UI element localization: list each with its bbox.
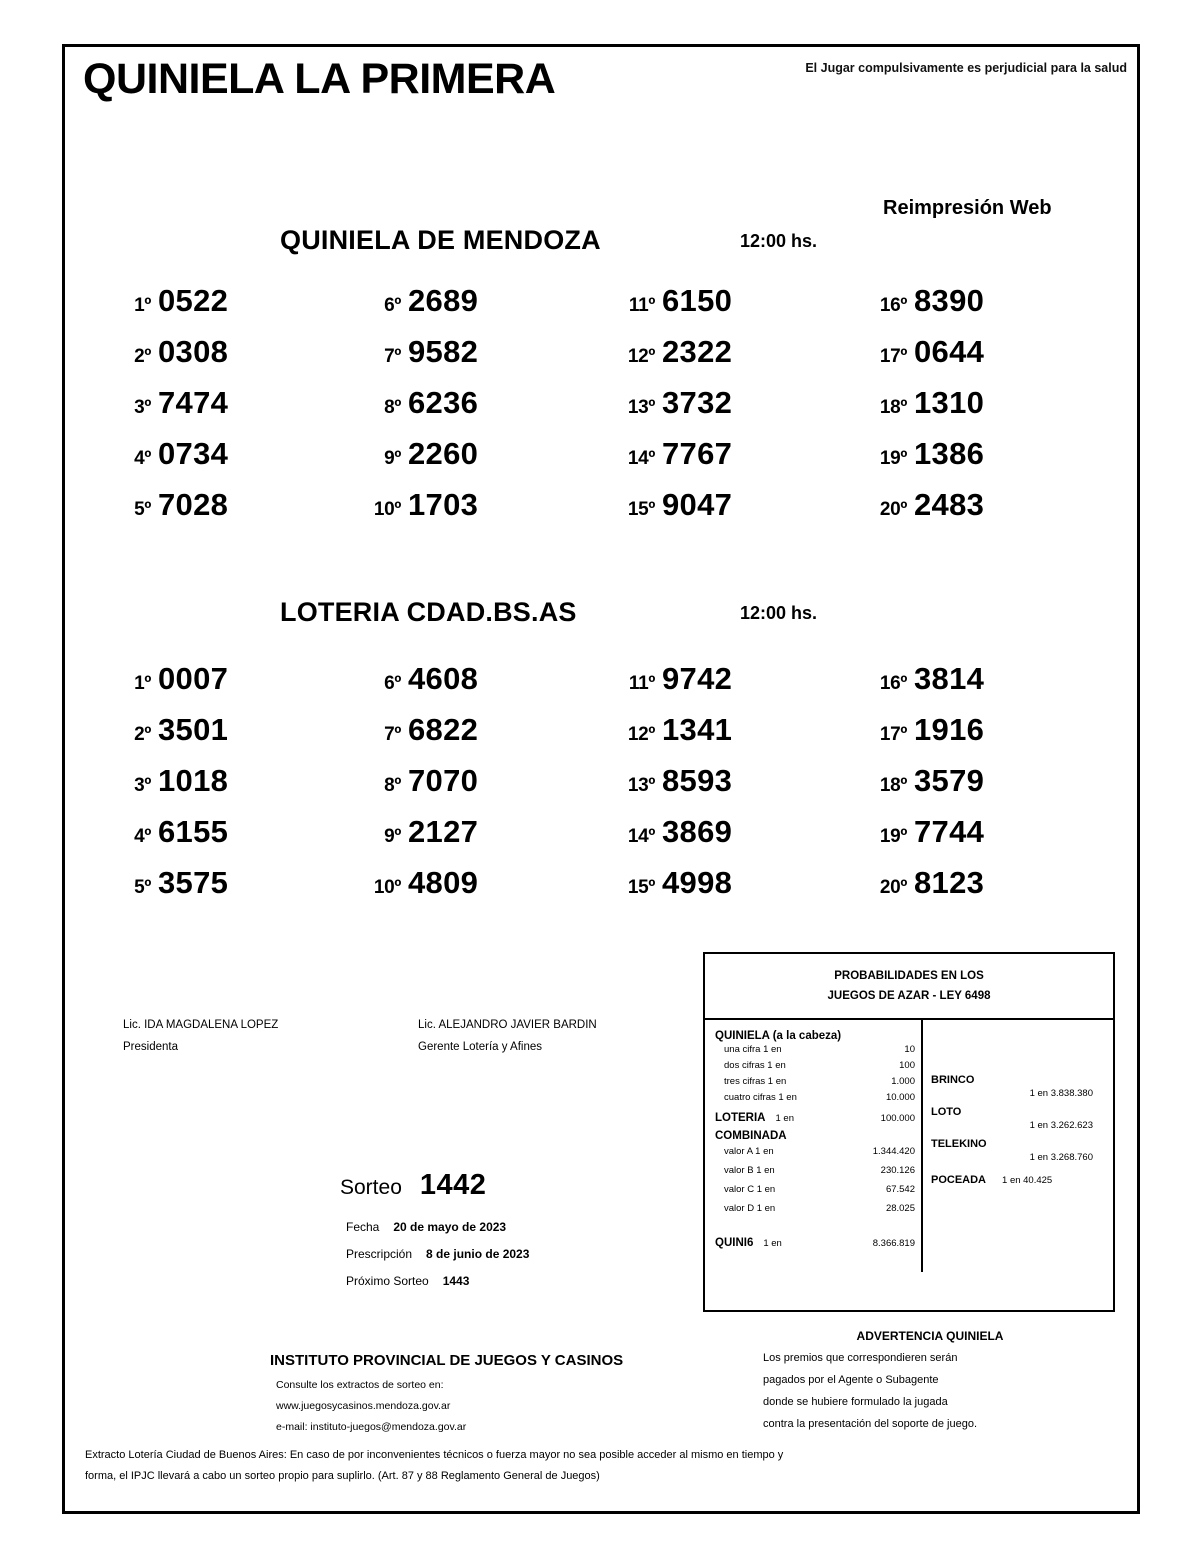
result-row [865,385,984,436]
quini6-label: QUINI6 [715,1237,754,1249]
result-position: 6º [384,673,401,694]
result-number: 7070 [408,763,479,798]
result-position: 9º [384,448,401,469]
result-number: 4809 [408,865,479,900]
probability-row [715,1042,915,1058]
result-number: 3501 [158,712,229,747]
result-number: 2689 [408,283,479,318]
signature-president [123,1014,278,1058]
result-row [865,334,984,385]
result-number: 1310 [914,385,985,420]
probabilities-title-line1: PROBABILIDADES EN LOS [834,970,984,982]
result-row [117,814,228,865]
probability-label: dos cifras 1 en [724,1060,786,1071]
result-position: 18º [879,775,907,796]
probability-label: valor A 1 en [724,1146,774,1157]
draw-section-ciudad [65,577,1137,917]
result-number: 6150 [662,283,733,318]
result-number: 0734 [158,436,229,471]
quini6-mid: 1 en [763,1238,782,1249]
result-number: 6236 [408,385,479,420]
result-number: 1018 [158,763,229,798]
result-number: 8123 [914,865,985,900]
result-row [613,865,732,916]
probability-row [715,1090,915,1106]
result-number: 2322 [662,334,733,369]
probability-label: tres cifras 1 en [724,1076,787,1087]
result-position: 15º [627,499,655,520]
advertencia-line: contra la presentación del soporte de juego. [763,1418,978,1430]
result-position: 18º [879,397,907,418]
result-position: 4º [134,448,151,469]
probability-row [715,1199,915,1218]
probability-label: valor C 1 en [724,1184,776,1195]
result-number: 9047 [662,487,733,522]
probability-value: 10 [904,1044,915,1055]
sorteo-prescripcion-line [346,1241,529,1268]
poceada-label: POCEADA [931,1174,987,1186]
result-position: 2º [134,346,151,367]
draw-header-ciudad [65,577,1137,639]
result-position: 5º [134,877,151,898]
draw-section-mendoza [65,197,1137,537]
document-frame [62,44,1140,1514]
proximo-value: 1443 [442,1274,470,1288]
advertencia-line: Los premios que correspondieren serán [763,1352,958,1364]
brinco-label: BRINCO [931,1074,975,1086]
result-row [117,661,228,712]
probability-value: 1.000 [891,1076,915,1087]
probability-value: 67.542 [885,1184,915,1195]
probability-row [715,1142,915,1161]
signature-name: Lic. ALEJANDRO JAVIER BARDIN [418,1019,597,1031]
reprint-label: Reimpresión Web [883,197,1052,219]
result-number: 1916 [914,712,985,747]
result-number: 3814 [914,661,985,696]
result-row [865,436,984,487]
result-row [613,436,732,487]
result-row [613,283,732,334]
result-row [361,865,478,916]
telekino-label: TELEKINO [931,1138,987,1150]
result-number: 1703 [408,487,479,522]
results-column [865,661,984,916]
result-position: 19º [879,448,907,469]
result-number: 3579 [914,763,985,798]
result-row [361,763,478,814]
probability-value: 10.000 [885,1092,915,1103]
result-row [865,661,984,712]
result-number: 9742 [662,661,733,696]
result-row [361,712,478,763]
result-number: 1386 [914,436,985,471]
result-number: 7767 [662,436,733,471]
results-column [613,661,732,916]
probability-value: 100 [899,1060,915,1071]
result-row [117,334,228,385]
quiniela-group-heading: QUINIELA (a la cabeza) [715,1030,842,1042]
probability-label: una cifra 1 en [724,1044,782,1055]
result-row [361,334,478,385]
advertencia-title: ADVERTENCIA QUINIELA [856,1329,1004,1343]
result-position: 1º [134,295,151,316]
probabilities-body [705,1020,1113,1272]
result-position: 10º [373,877,401,898]
quini6-value: 8.366.819 [872,1238,915,1249]
contact-email[interactable]: e-mail: instituto-juegos@mendoza.gov.ar [276,1421,467,1433]
results-column [613,283,732,538]
result-position: 7º [384,346,401,367]
result-number: 0522 [158,283,229,318]
contact-website[interactable]: www.juegosycasinos.mendoza.gov.ar [276,1400,451,1412]
sorteo-label: Sorteo [340,1176,402,1199]
result-row [117,865,228,916]
result-position: 7º [384,724,401,745]
draw-title-ciudad: LOTERIA CDAD.BS.AS [280,597,577,627]
draw-time-mendoza: 12:00 hs. [740,231,818,251]
result-position: 8º [384,397,401,418]
bottom-disclaimer-line-1: Extracto Lotería Ciudad de Buenos Aires: En caso de por inconvenientes técnicos o fuerza mayor no sea posible acceder al mismo en tiempo y [85,1449,784,1461]
sorteo-number-line [340,1169,529,1202]
result-position: 20º [879,877,907,898]
poceada-row [931,1174,1105,1186]
probabilities-title-line2: JUEGOS DE AZAR - LEY 6498 [827,990,991,1002]
signature-manager [418,1014,597,1058]
signature-name: Lic. IDA MAGDALENA LOPEZ [123,1019,279,1031]
result-row [117,763,228,814]
poceada-odds: 1 en 40.425 [1002,1175,1053,1186]
result-number: 3869 [662,814,733,849]
result-number: 0308 [158,334,229,369]
result-position: 10º [373,499,401,520]
signature-role: Gerente Lotería y Afines [418,1041,543,1053]
advertencia-block [755,1329,1105,1435]
loteria-mid: 1 en [775,1113,794,1124]
result-position: 6º [384,295,401,316]
result-row [613,334,732,385]
contact-line-1: Consulte los extractos de sorteo en: [276,1379,444,1391]
result-number: 4998 [662,865,733,900]
result-row [613,487,732,538]
result-number: 0007 [158,661,229,696]
result-position: 1º [134,673,151,694]
result-row [613,661,732,712]
institute-title: INSTITUTO PROVINCIAL DE JUEGOS Y CASINOS [270,1352,624,1369]
result-row [865,283,984,334]
result-number: 0644 [914,334,985,369]
result-position: 20º [879,499,907,520]
quini6-probability-row [715,1234,915,1253]
brinco-odds: 1 en 3.838.380 [1029,1088,1093,1099]
proximo-label: Próximo Sorteo [346,1274,429,1288]
result-position: 17º [879,724,907,745]
result-row [613,385,732,436]
loteria-label: LOTERIA [715,1112,766,1124]
result-position: 13º [627,775,655,796]
result-row [613,712,732,763]
results-column [117,283,228,538]
probability-label: cuatro cifras 1 en [724,1092,797,1103]
result-row [361,661,478,712]
result-position: 16º [879,295,907,316]
sorteo-fecha-line [346,1214,529,1241]
result-row [117,712,228,763]
result-row [117,436,228,487]
result-number: 6155 [158,814,229,849]
result-number: 4608 [408,661,479,696]
probability-row [715,1058,915,1074]
result-row [361,385,478,436]
result-number: 6822 [408,712,479,747]
result-position: 4º [134,826,151,847]
bottom-disclaimer [85,1445,1123,1487]
loteria-value: 100.000 [880,1113,915,1124]
result-row [361,814,478,865]
probability-value: 28.025 [885,1203,915,1214]
prescripcion-value: 8 de junio de 2023 [426,1247,530,1261]
result-row [117,487,228,538]
advertencia-line: donde se hubiere formulado la jugada [763,1396,948,1408]
result-position: 3º [134,775,151,796]
result-position: 2º [134,724,151,745]
loto-label: LOTO [931,1106,962,1118]
result-number: 7474 [158,385,229,420]
loteria-probability-row [715,1109,915,1128]
sorteo-number: 1442 [419,1169,487,1201]
combinada-group-heading: COMBINADA [715,1130,787,1142]
result-position: 8º [384,775,401,796]
bottom-disclaimer-line-2: forma, el IPJC llevará a cabo un sorteo propio para suplirlo. (Art. 87 y 88 Reglamento General de Juegos) [85,1470,600,1482]
result-row [361,283,478,334]
sorteo-block [340,1169,529,1295]
sorteo-proximo-line [346,1268,529,1295]
loto-odds: 1 en 3.262.623 [1029,1120,1093,1131]
probability-row [715,1074,915,1090]
result-number: 7744 [914,814,985,849]
result-position: 14º [627,826,655,847]
gambling-warning-text: El Jugar compulsivamente es perjudicial para la salud [805,61,1127,75]
result-row [117,283,228,334]
result-number: 9582 [408,334,479,369]
result-position: 5º [134,499,151,520]
result-position: 17º [879,346,907,367]
results-column [865,283,984,538]
result-position: 9º [384,826,401,847]
result-row [865,814,984,865]
signature-role: Presidenta [123,1041,178,1053]
result-row [117,385,228,436]
result-number: 2127 [408,814,479,849]
fecha-label: Fecha [346,1220,380,1234]
result-position: 11º [628,673,655,694]
result-position: 12º [627,346,655,367]
result-position: 16º [879,673,907,694]
result-position: 12º [627,724,655,745]
probability-row [715,1161,915,1180]
probability-label: valor D 1 en [724,1203,776,1214]
result-number: 3575 [158,865,229,900]
draw-header-mendoza [65,197,1137,259]
probability-row [715,1180,915,1199]
fecha-value: 20 de mayo de 2023 [393,1220,507,1234]
probabilities-title [705,954,1113,1020]
result-position: 14º [627,448,655,469]
result-number: 1341 [662,712,733,747]
probabilities-left-column [705,1020,923,1272]
draw-time-ciudad: 12:00 hs. [740,603,818,623]
result-row [865,487,984,538]
result-row [361,487,478,538]
result-number: 2483 [914,487,985,522]
draw-title-mendoza: QUINIELA DE MENDOZA [280,225,601,255]
probability-label: valor B 1 en [724,1165,775,1176]
results-column [117,661,228,916]
result-row [613,814,732,865]
result-row [613,763,732,814]
result-position: 11º [628,295,655,316]
result-position: 3º [134,397,151,418]
result-number: 7028 [158,487,229,522]
results-column [361,661,478,916]
advertencia-line: pagados por el Agente o Subagente [763,1374,939,1386]
result-row [865,712,984,763]
telekino-odds: 1 en 3.268.760 [1029,1152,1093,1163]
prescripcion-label: Prescripción [346,1247,413,1261]
result-position: 13º [627,397,655,418]
probabilities-right-column [923,1020,1113,1272]
probability-value: 230.126 [880,1165,915,1176]
probabilities-table [703,952,1115,1312]
result-position: 19º [879,826,907,847]
institute-block [270,1352,623,1438]
result-row [865,865,984,916]
page-title: QUINIELA LA PRIMERA [83,55,556,103]
probability-value: 1.344.420 [872,1146,915,1157]
result-number: 3732 [662,385,733,420]
result-row [361,436,478,487]
results-column [361,283,478,538]
result-number: 8390 [914,283,985,318]
result-number: 2260 [408,436,479,471]
result-position: 15º [627,877,655,898]
result-row [865,763,984,814]
result-number: 8593 [662,763,733,798]
